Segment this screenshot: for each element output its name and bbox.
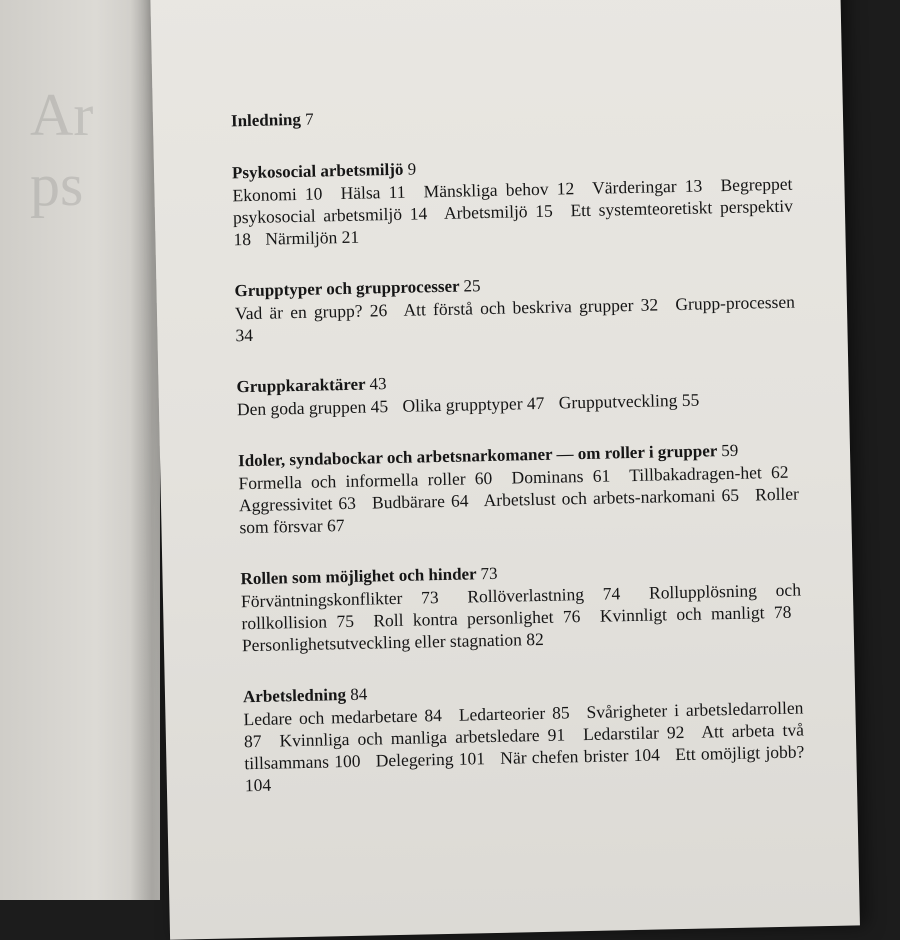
toc-entry: Roller som försvar 67 — [239, 483, 800, 538]
toc-entry: Ledarteorier 85 — [458, 702, 570, 725]
section-page: 84 — [350, 684, 368, 704]
toc-entry: Att arbeta två tillsammans 100 — [244, 719, 805, 774]
toc-entry: Begreppet psykosocial arbetsmiljö 14 — [232, 173, 793, 228]
section-heading: Idoler, syndabockar och arbetsnarkomaner — om roller i grupper 59 — [237, 440, 739, 471]
toc-entry: Arbetslust och arbets-narkomani 65 — [483, 484, 740, 511]
toc-entry: Rollöverlastning 74 — [467, 583, 621, 607]
toc-section — [240, 557, 802, 657]
toc-entry: Hälsa 11 — [340, 181, 406, 204]
toc-entry: Värderingar 13 — [591, 175, 703, 198]
section-entries — [232, 173, 793, 251]
toc-entry: Grupp-processen 34 — [235, 291, 796, 346]
toc-section — [234, 269, 795, 347]
toc-entry: Ledare och medarbetare 84 — [243, 705, 443, 730]
toc-entry: Mänskliga behov 12 — [423, 178, 575, 202]
toc-entry: Roll kontra personlighet 76 — [373, 606, 581, 631]
toc-entry: Ett omöjligt jobb? 104 — [244, 741, 805, 796]
toc-entry: Personlighetsutveckling eller stagnation 82 — [241, 628, 544, 656]
toc-section — [236, 365, 797, 421]
section-page: 59 — [721, 440, 739, 461]
toc-entry: Budbärare 64 — [371, 490, 469, 513]
section-entries — [241, 579, 802, 657]
toc-section — [232, 151, 794, 251]
toc-section — [243, 674, 805, 796]
toc-entry: Ekonomi 10 — [232, 183, 323, 206]
right-page — [150, 0, 860, 940]
toc-entry: Den goda gruppen 45 — [236, 396, 389, 420]
toc-entry: Delegering 101 — [375, 748, 486, 771]
toc-entry: Kvinnliga och manliga arbetsledare 91 — [279, 724, 566, 751]
table-of-contents — [231, 99, 806, 827]
toc-entry: När chefen brister 104 — [500, 744, 661, 768]
toc-entry: Vad är en grupp? 26 — [234, 300, 388, 324]
toc-entry: Tillbakadragen-het 62 — [628, 461, 789, 486]
toc-entry: Olika grupptyper 47 — [402, 392, 545, 416]
section-heading: Inledning 7 — [230, 109, 314, 131]
toc-entry: Ledarstilar 92 — [582, 721, 685, 745]
toc-entry: Ett systemteoretiskt perspektiv 18 — [233, 195, 794, 250]
section-page: 9 — [407, 159, 417, 179]
section-page: 7 — [304, 109, 314, 129]
section-heading: Grupptyper och grupprocesser 25 — [234, 276, 481, 301]
section-heading: Rollen som möjlighet och hinder 73 — [240, 563, 498, 589]
toc-entry: Aggressivitet 63 — [238, 492, 357, 516]
section-heading: Psykosocial arbetsmiljö 9 — [231, 159, 417, 183]
toc-entry: Arbetsmiljö 15 — [443, 200, 553, 223]
section-page: 25 — [463, 276, 481, 296]
toc-entry: Förväntningskonflikter 73 — [240, 587, 439, 612]
section-entries — [243, 696, 805, 796]
toc-entry: Rollupplösning och rollkollision 75 — [241, 579, 802, 634]
toc-entry: Grupputveckling 55 — [558, 389, 700, 413]
toc-entry: Att förstå och beskriva grupper 32 — [403, 294, 659, 320]
toc-entry: Närmiljön 21 — [265, 226, 360, 249]
toc-entry: Svårigheter i arbetsledarrollen 87 — [243, 697, 804, 752]
section-heading: Gruppkaraktärer 43 — [236, 374, 387, 397]
section-heading: Arbetsledning 84 — [242, 684, 368, 707]
section-page: 43 — [369, 374, 387, 394]
section-page: 73 — [480, 563, 498, 584]
toc-entry: Formella och informella roller 60 — [238, 467, 493, 494]
toc-entry: Kvinnligt och manligt 78 — [599, 601, 792, 626]
toc-entry: Dominans 61 — [511, 465, 611, 488]
section-entries — [238, 461, 799, 539]
toc-section — [231, 99, 791, 133]
toc-section — [238, 439, 800, 539]
bleed-through-text: Ar ps — [30, 82, 94, 218]
